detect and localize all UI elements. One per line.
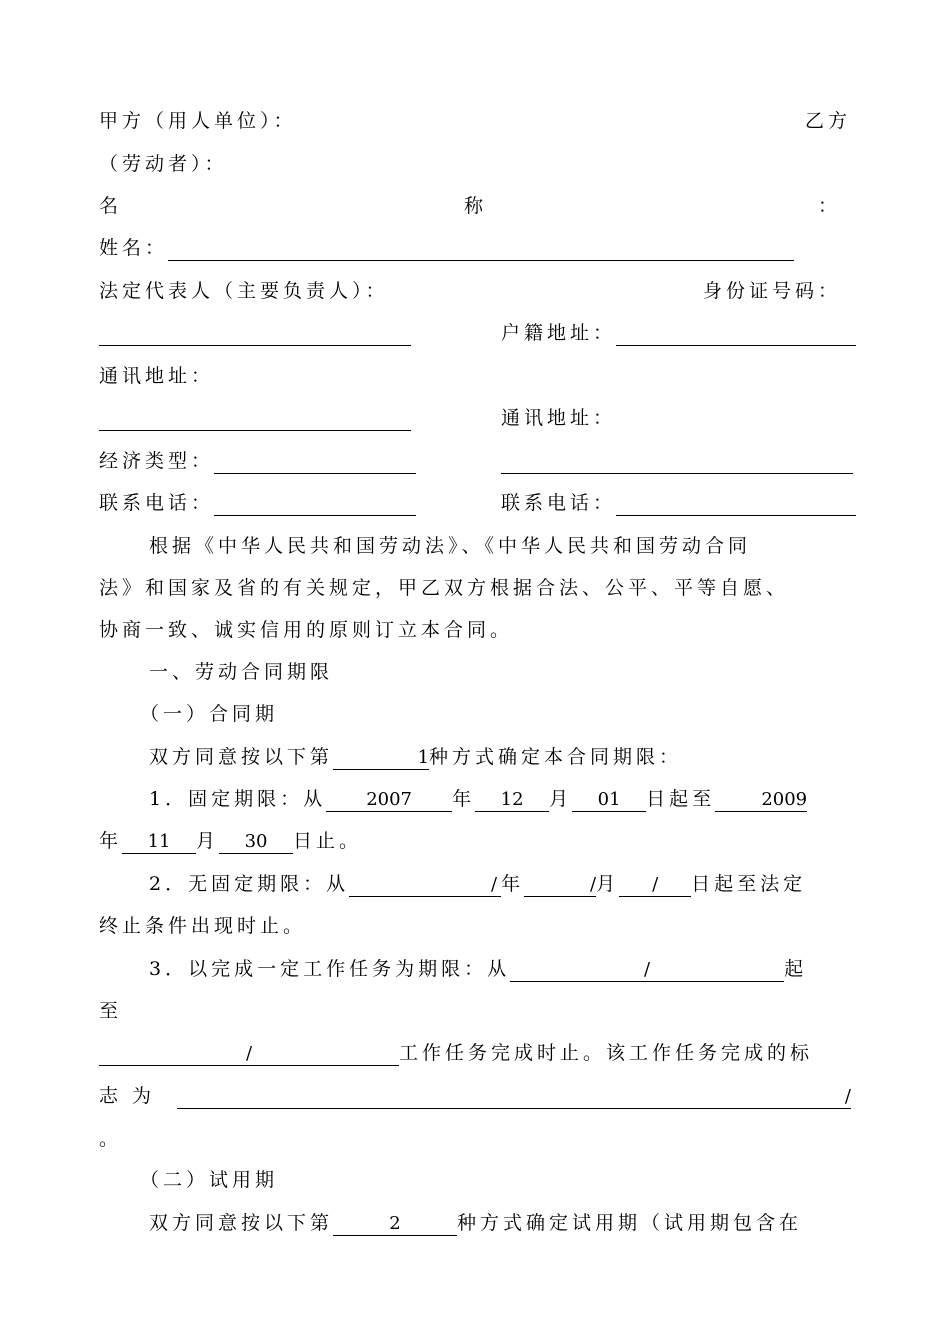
intro-line-1: 根据《中华人民共和国劳动法》、《中华人民共和国劳动合同	[149, 535, 752, 557]
econ-type-label: 经济类型：	[99, 450, 215, 472]
contract-method-post: 种方式确定本合同期限：	[429, 746, 683, 768]
legal-rep-row	[99, 278, 851, 304]
household-field[interactable]	[616, 323, 856, 346]
household-group	[501, 320, 856, 346]
task-mark-field[interactable]: /	[177, 1086, 851, 1109]
day-from-to-label: 日起至	[646, 788, 716, 810]
party-a-row	[99, 108, 851, 134]
fixed-to-day[interactable]: 30	[219, 831, 293, 854]
contract-method-pre: 双方同意按以下第	[149, 746, 334, 768]
open-day-field[interactable]: /	[619, 874, 691, 897]
trial-method-row	[99, 1210, 851, 1236]
task-mark-label: 志 为	[99, 1085, 156, 1107]
address-row	[99, 405, 851, 431]
task-term-row	[99, 956, 851, 982]
name-label-mid: 称	[464, 195, 488, 217]
legal-rep-label: 法定代表人（主要负责人）：	[99, 280, 389, 302]
year-label-3: 年	[501, 873, 525, 895]
fixed-term-row	[99, 786, 851, 812]
task-to-field[interactable]: /	[99, 1043, 399, 1066]
intro-line-3: 协商一致、诚实信用的原则订立本合同。	[99, 619, 514, 641]
contract-method-row	[99, 744, 851, 770]
a-phone-field[interactable]	[214, 493, 416, 516]
month-label: 月	[549, 788, 573, 810]
b-address-label: 通讯地址：	[501, 407, 617, 429]
trial-method-pre: 双方同意按以下第	[149, 1212, 334, 1234]
trial-method-field[interactable]: 2	[333, 1213, 457, 1236]
fixed-to-year[interactable]: 2009	[715, 789, 807, 812]
intro-line-2: 法》和国家及省的有关规定，甲乙双方根据合法、公平、平等自愿、	[99, 577, 790, 599]
task-to-label: 至	[99, 1000, 123, 1022]
b-name-field[interactable]	[168, 238, 794, 261]
econ-type-field[interactable]	[214, 451, 416, 474]
year-label-2: 年	[99, 830, 123, 852]
name-label-colon: ：	[817, 195, 841, 217]
day-end-label: 日止。	[293, 830, 363, 852]
task-mark-row	[99, 1083, 851, 1109]
name-row	[99, 193, 851, 219]
b-phone-field[interactable]	[616, 493, 856, 516]
trial-method-post: 种方式确定试用期（试用期包含在	[457, 1212, 803, 1234]
fixed-term-row-2	[99, 828, 851, 854]
month-label-2: 月	[196, 830, 220, 852]
a-address-field[interactable]	[99, 408, 411, 431]
period-mark: 。	[99, 1128, 123, 1150]
fixed-from-day[interactable]: 01	[572, 789, 646, 812]
b-phone-label: 联系电话：	[501, 492, 617, 514]
fixed-from-month[interactable]: 12	[475, 789, 549, 812]
a-address-label: 通讯地址：	[99, 365, 215, 387]
party-b-label: 乙方	[804, 110, 851, 132]
fixed-from-year[interactable]: 2007	[326, 789, 452, 812]
b-address-field[interactable]	[501, 451, 853, 474]
contract-method-field[interactable]: 1	[333, 747, 429, 770]
open-term-pre: 2．无固定期限：从	[149, 873, 350, 895]
b-name-label: 姓名：	[99, 237, 169, 259]
a-phone-label: 联系电话：	[99, 492, 215, 514]
b-name-row	[99, 235, 851, 261]
task-done-label: 工作任务完成时止。该工作任务完成的标	[399, 1042, 814, 1064]
name-label-left: 名	[99, 195, 123, 217]
household-label: 户籍地址：	[501, 322, 617, 344]
month-label-3: 月	[596, 873, 620, 895]
fixed-to-month[interactable]: 11	[122, 831, 196, 854]
open-term-line-2: 终止条件出现时止。	[99, 915, 307, 937]
contract-period-heading: （一）合同期	[140, 703, 279, 725]
party-a-label: 甲方（用人单位）：	[99, 110, 297, 132]
task-from-label: 起	[784, 958, 808, 980]
econ-row	[99, 448, 851, 474]
id-number-label: 身份证号码：	[702, 280, 841, 302]
b-phone-group	[501, 490, 856, 516]
task-from-field[interactable]: /	[510, 959, 784, 982]
phone-row	[99, 490, 851, 516]
legal-rep-field[interactable]	[99, 323, 411, 346]
year-label: 年	[452, 788, 476, 810]
open-from-field[interactable]: /	[349, 874, 501, 897]
task-done-row	[99, 1040, 851, 1066]
laborer-label: （劳动者）：	[99, 153, 228, 175]
open-term-row	[99, 871, 851, 897]
task-term-pre: 3．以完成一定工作任务为期限：从	[149, 958, 511, 980]
section-1-title: 一、劳动合同期限	[149, 661, 334, 683]
open-term-post: 日起至法定	[691, 873, 807, 895]
fixed-term-pre: 1．固定期限：从	[149, 788, 327, 810]
rep-household-row	[99, 320, 851, 346]
trial-period-heading: （二）试用期	[140, 1169, 279, 1191]
open-month-field[interactable]: /	[524, 874, 596, 897]
